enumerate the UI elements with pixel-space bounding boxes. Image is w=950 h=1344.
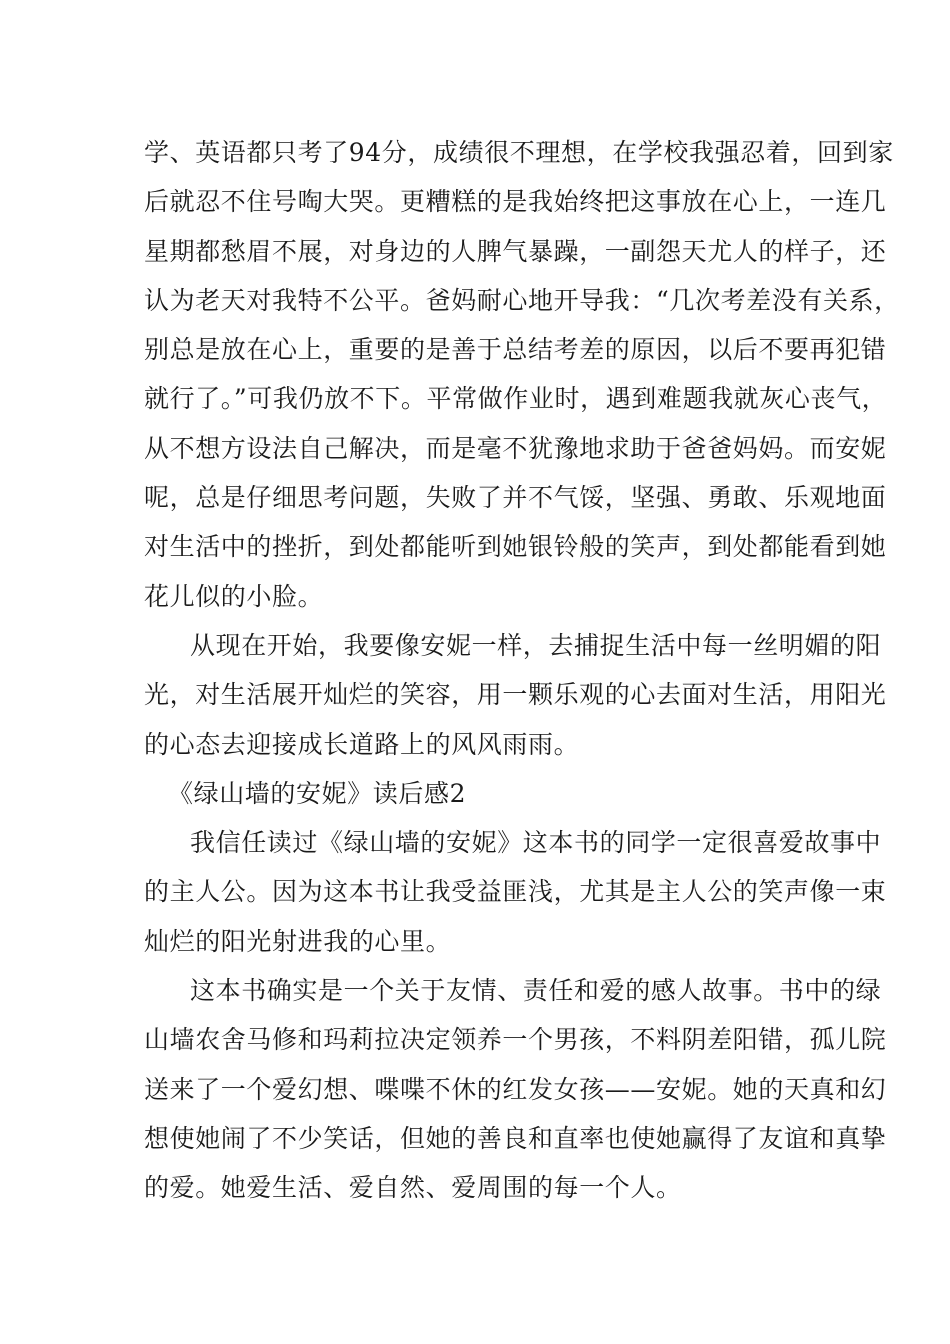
text-line: 从现在开始，我要像安妮一样，去捕捉生活中每一丝明媚的阳: [190, 630, 882, 660]
text-line: 认为老天对我特不公平。爸妈耐心地开导我：“几次考差没有关系，: [144, 285, 900, 315]
text-line: 的主人公。因为这本书让我受益匪浅，尤其是主人公的笑声像一束: [144, 877, 887, 907]
text-line: 想使她闹了不少笑话，但她的善良和直率也使她赢得了友谊和真挚: [144, 1123, 887, 1153]
text-line: 的心态去迎接成长道路上的风风雨雨。: [144, 729, 580, 759]
paragraph: [144, 966, 887, 1212]
text-line: 送来了一个爱幻想、喋喋不休的红发女孩——安妮。她的天真和幻: [144, 1074, 887, 1104]
text-line: 别总是放在心上，重要的是善于总结考差的原因，以后不要再犯错: [144, 335, 887, 365]
text-line: 后就忍不住号啕大哭。更糟糕的是我始终把这事放在心上，一连几: [144, 187, 887, 217]
section-title: 《绿山墙的安妮》读后感2: [168, 778, 467, 808]
text-line: 山墙农舍马修和玛莉拉决定领养一个男孩，不料阴差阳错，孤儿院: [144, 1025, 887, 1055]
paragraph: [144, 818, 887, 966]
text-line: 对生活中的挫折，到处都能听到她银铃般的笑声，到处都能看到她: [144, 532, 887, 562]
paragraph: [144, 128, 900, 621]
text-line: 光，对生活展开灿烂的笑容，用一颗乐观的心去面对生活，用阳光: [144, 680, 887, 710]
text-line: 学、英语都只考了94分，成绩很不理想，在学校我强忍着，回到家: [144, 138, 894, 167]
text-line: 这本书确实是一个关于友情、责任和爱的感人故事。书中的绿: [190, 976, 882, 1006]
text-line: 从不想方设法自己解决，而是毫不犹豫地求助于爸爸妈妈。而安妮: [144, 433, 887, 463]
document-body: [144, 128, 900, 1213]
text-line: 花儿似的小脸。: [144, 581, 324, 611]
text-line: 灿烂的阳光射进我的心里。: [144, 926, 452, 956]
section-heading: [144, 769, 824, 818]
text-line: 星期都愁眉不展，对身边的人脾气暴躁，一副怨天尤人的样子，还: [144, 236, 887, 266]
text-line: 我信任读过《绿山墙的安妮》这本书的同学一定很喜爱故事中: [190, 828, 882, 858]
text-line: 的爱。她爱生活、爱自然、爱周围的每一个人。: [144, 1173, 682, 1203]
text-line: 呢，总是仔细思考问题，失败了并不气馁，坚强、勇敢、乐观地面: [144, 483, 887, 513]
paragraph: [144, 621, 887, 769]
text-line: 就行了。”可我仍放不下。平常做作业时，遇到难题我就灰心丧气，: [144, 384, 888, 414]
